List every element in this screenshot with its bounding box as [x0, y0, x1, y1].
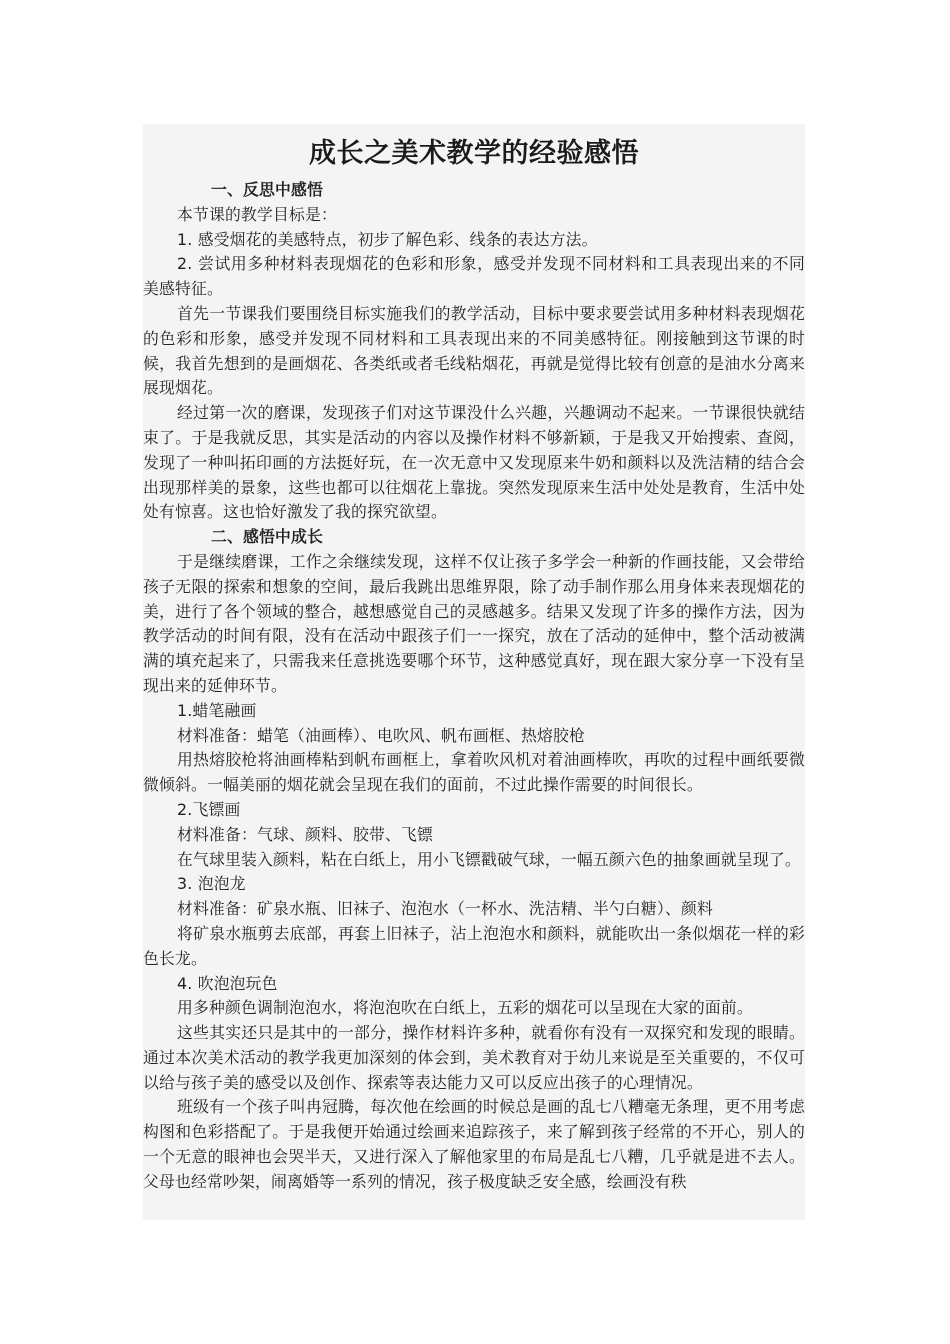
- paragraph: 班级有一个孩子叫冉冠腾，每次他在绘画的时候总是画的乱七八糟毫无条理，更不用考虑构图和色彩搭配了。于是我便开始通过绘画来追踪孩子，来了解到孩子经常的不开心，别人的一个无意的眼神也会哭半天，又进行深入了解他家里的布局是乱七八糟，几乎就是进不去人。父母也经常吵架，闹离婚等一系列的情况，孩子极度缺乏安全感，绘画没有秩: [143, 1097, 805, 1191]
- paragraph: 经过第一次的磨课，发现孩子们对这节课没什么兴趣，兴趣调动不起来。一节课很快就结束了。于是我就反思，其实是活动的内容以及操作材料不够新颖，于是我又开始搜索、查阅，发现了一种叫拓印画的方法挺好玩，在一次无意中又发现原来牛奶和颜料以及洗洁精的结合会出现那样美的景象，这些也都可以往烟花上靠拢。突然发现原来生活中处处是教育，生活中处处有惊喜。这也恰好激发了我的探究欲望。: [143, 403, 805, 522]
- paragraph: 用多种颜色调制泡泡水，将泡泡吹在白纸上，五彩的烟花可以呈现在大家的面前。: [177, 998, 753, 1018]
- paragraph: 1. 感受烟花的美感特点，初步了解色彩、线条的表达方法。: [177, 229, 598, 249]
- paragraph: 于是继续磨课，工作之余继续发现，这样不仅让孩子多学会一种新的作画技能，又会带给孩子无限的探索和想象的空间，最后我跳出思维界限，除了动手制作那么用身体来表现烟花的美，进行了各个领域的整合，越想感觉自己的灵感越多。结果又发现了许多的操作方法，因为教学活动的时间有限，没有在活动中跟孩子们一一探究，放在了活动的延伸中，整个活动被满满的填充起来了，只需我来任意挑选要哪个环节，这种感觉真好，现在跟大家分享一下没有呈现出来的延伸环节。: [143, 551, 805, 695]
- paragraph: 首先一节课我们要围绕目标实施我们的教学活动，目标中要求要尝试用多种材料表现烟花的色彩和形象，感受并发现不同材料和工具表现出来的不同美感特征。刚接触到这节课的时候，我首先想到的是画烟花、各类纸或者毛线粘烟花，再就是觉得比较有创意的是油水分离来展现烟花。: [143, 303, 805, 398]
- document-page: [143, 124, 805, 1220]
- paragraph: 本节课的教学目标是：: [177, 204, 337, 224]
- paragraph: 材料准备：矿泉水瓶、旧袜子、泡泡水（一杯水、洗洁精、半勺白糖）、颜料: [177, 899, 713, 919]
- document-body: [143, 178, 805, 1195]
- paragraph: 2. 尝试用多种材料表现烟花的色彩和形象，感受并发现不同材料和工具表现出来的不同美感特征。: [143, 254, 805, 299]
- section-heading: 一、反思中感悟: [211, 180, 323, 199]
- paragraph: 3. 泡泡龙: [177, 874, 246, 894]
- paragraph: 2.飞镖画: [177, 799, 241, 819]
- paragraph: 将矿泉水瓶剪去底部，再套上旧袜子，沾上泡泡水和颜料，就能吹出一条似烟花一样的彩色长龙。: [143, 923, 805, 968]
- paragraph: 材料准备：气球、颜料、胶带、飞镖: [177, 824, 433, 844]
- paragraph: 4. 吹泡泡玩色: [177, 973, 278, 993]
- paragraph: 材料准备：蜡笔（油画棒）、电吹风、帆布画框、热熔胶枪: [177, 725, 586, 745]
- paragraph: 这些其实还只是其中的一部分，操作材料许多种，就看你有没有一双探究和发现的眼睛。通过本次美术活动的教学我更加深刻的体会到，美术教育对于幼儿来说是至关重要的，不仅可以给与孩子美的感受以及创作、探索等表达能力又可以反应出孩子的心理情况。: [143, 1023, 805, 1092]
- document-title: 成长之美术教学的经验感悟: [309, 138, 639, 169]
- paragraph: 1.蜡笔融画: [177, 700, 257, 720]
- section-heading: 二、感悟中成长: [211, 527, 323, 547]
- paragraph: 用热熔胶枪将油画棒粘到帆布画框上，拿着吹风机对着油画棒吹，再吹的过程中画纸要微微倾斜。一幅美丽的烟花就会呈现在我们的面前，不过此操作需要的时间很长。: [143, 750, 805, 795]
- paragraph: 在气球里装入颜料，粘在白纸上，用小飞镖戳破气球，一幅五颜六色的抽象画就呈现了。: [177, 849, 801, 869]
